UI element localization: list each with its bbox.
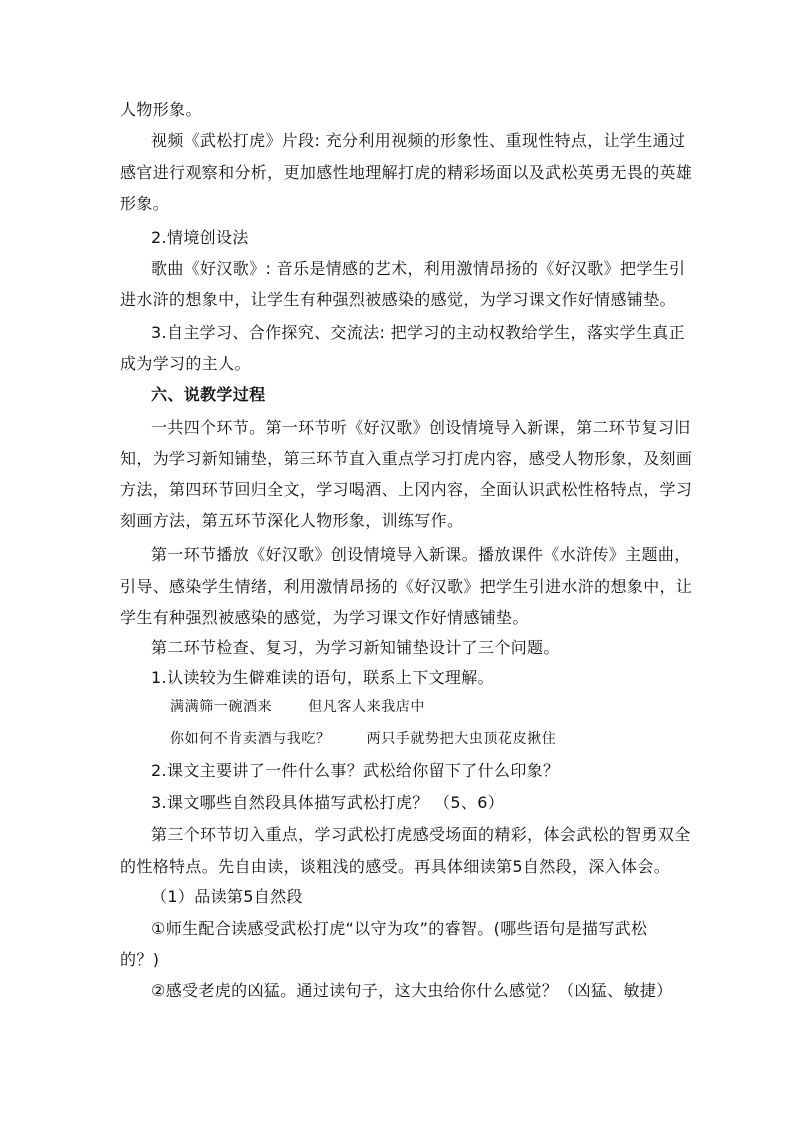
paragraph-line: 的？) (120, 950, 160, 969)
quote-phrase: 满满筛一碗酒来 (170, 699, 273, 715)
paragraph-line: 进水浒的想象中，让学生有种强烈被感染的感觉，为学习课文作好情感铺垫。 (120, 290, 676, 309)
quote-phrase: 你如何不肯卖酒与我吃？ (170, 731, 331, 747)
paragraph-line: ①师生配合读感受武松打虎“以守为攻”的睿智。(哪些语句是描写武松 (151, 919, 648, 938)
paragraph-line: 知，为学习新知铺垫，第三环节直入重点学习打虎内容，感受人物形象，及刻画 (120, 449, 693, 468)
paragraph-line: 第二环节检查、复习，为学习新知铺垫设计了三个问题。 (151, 638, 560, 657)
paragraph-line: 第一环节播放《好汉歌》创设情境导入新课。播放课件《水浒传》主题曲， (151, 545, 691, 564)
paragraph-line: 视频《武松打虎》片段: 充分利用视频的形象性、重现性特点，让学生通过 (151, 131, 686, 150)
paragraph-line: 成为学习的主人。 (120, 354, 251, 373)
paragraph-line: 第三个环节切入重点，学习武松打虎感受场面的精彩，体会武松的智勇双全 (151, 825, 691, 844)
paragraph-line: ②感受老虎的凶猛。通过读句子，这大虫给你什么感觉？（凶猛、敏捷） (151, 981, 673, 1000)
list-item: 2.课文主要讲了一件什么事？武松给你留下了什么印象？ (151, 761, 560, 780)
list-item: 3.自主学习、合作探究、交流法: 把学习的主动权教给学生，落实学生真正 (151, 323, 685, 342)
list-item: 2.情境创设法 (151, 228, 249, 247)
paragraph-line: 歌曲《好汉歌》: 音乐是情感的艺术，利用激情昂扬的《好汉歌》把学生引 (151, 259, 686, 278)
paragraph-line: 学生有种强烈被感染的感觉，为学习课文作好情感铺垫。 (120, 608, 529, 627)
paragraph-line: 人物形象。 (120, 100, 202, 119)
paragraph-line: 一共四个环节。第一环节听《好汉歌》创设情境导入新课，第二环节复习旧 (151, 418, 691, 437)
sub-heading: （1）品读第5自然段 (151, 887, 303, 906)
list-item: 3.课文哪些自然段具体描写武松打虎？ （5、6） (151, 793, 505, 812)
paragraph-line: 引导、感染学生情绪，利用激情昂扬的《好汉歌》把学生引进水浒的想象中，让 (120, 577, 693, 596)
quote-line (170, 696, 730, 718)
quote-phrase: 但凡客人来我店中 (308, 699, 426, 715)
paragraph-line: 的性格特点。先自由读，谈粗浅的感受。再具体细读第5自然段，深入体会。 (120, 857, 671, 876)
paragraph-line: 刻画方法，第五环节深化人物形象，训练写作。 (120, 511, 464, 530)
list-item: 1.认读较为生僻难读的语句，联系上下文理解。 (151, 668, 494, 687)
section-heading: 六、说教学过程 (151, 385, 266, 404)
quote-line (170, 728, 730, 750)
paragraph-line: 方法，第四环节回归全文，学习喝酒、上冈内容，全面认识武松性格特点，学习 (120, 480, 693, 499)
quote-phrase: 两只手就势把大虫顶花皮揪住 (366, 731, 557, 747)
paragraph-line: 感官进行观察和分析，更加感性地理解打虎的精彩场面以及武松英勇无畏的英雄 (120, 163, 693, 182)
paragraph-line: 形象。 (120, 194, 170, 213)
